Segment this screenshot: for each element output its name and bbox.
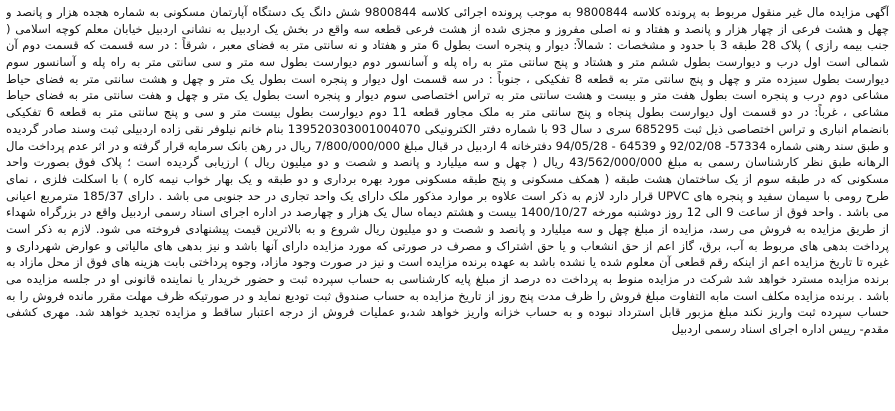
- notice-line-10: الرهانه طبق نظر کارشناسان رسمی به مبلغ 43/562/000/000 ریال ( چهل و سه میلیارد و پانصد و شصت و دو میلیون ریال ) ارزیابی گردیده است ؛ پلاک فوق بصورت واحد: [6, 155, 889, 170]
- notice-line-12: طرح رومی با سیمان سفید و پنجره های UPVC قرار دارد لازم به ذکر است علاوه بر موارد مذکور ملک دارای یک واحد تجاری در حد جنوبی می باشد . دارای 185/37 مترمربع اعیانی: [6, 188, 889, 203]
- notice-line-20: مقدم- رییس اداره اجرای اسناد رسمی اردبیل: [671, 322, 889, 337]
- notice-line-13: می باشد . واحد فوق از ساعت 9 الی 12 روز دوشنبه مورخه 1400/10/27 بیست و هشتم دیماه سال یک هزار و چهارصد در اداره اجرای اسناد رسمی اردبیل واقع در بزرگراه شهداء: [6, 205, 889, 220]
- notice-line-14: از طریق مزایده به فروش می رسد، مزایده از مبلغ چهل و سه میلیارد و پانصد و شصت و دو میلیون ریال شروع و به بالاترین قیمت پیشنهادی فروخته می شود. لازم به ذکر است: [6, 221, 889, 236]
- notice-line-4: شمالی است اول درب و دیوارست بطول ششم متر و هشتاد و پنج سانتی متر به راه پله و آسانسور دوم دیوارست بطول سه متر و سی سانتی متر به راه پله و آسانسور سوم: [6, 55, 889, 70]
- notice-line-17: برنده مزایده مسترد خواهد شد شرکت در مزایده منوط به پرداخت ده درصد از مبلغ پایه کارشناسی به حساب سپرده ثبت و حضور خریدار یا نماینده قانونی او در جلسه مزایده می: [6, 272, 889, 286]
- notice-line-8: بانضمام انباری و تراس اختصاصی ذیل ثبت 685295 سری د سال 93 با شماره دفتر الکترونیکی 139520303001004070 بنام خانم نیلوفر نقی زاده اردبیلی ثبت وسند صادر گردیده: [6, 121, 889, 136]
- notice-line-16: غیره تا تاریخ مزایده اعم از اینکه رقم قطعی آن معلوم شده یا نشده باشد به عهده برنده مزایده است و نیز در صورت وجود مازاد، وجوه پرداختی بابت هزینه های فوق از محل مازاد به: [6, 255, 889, 270]
- notice-line-11: مسکونی که در طبقه سوم از یک ساختمان هشت طبقه ( همکف مسکونی و پنج طبقه مسکونی مورد بهره برداری و دو طبقه و یک بهار خواب نیمه کاره ) با اسکلت فلزی ، نمای: [6, 171, 889, 186]
- notice-line-9: و طبق سند رهنی شماره 57334- 92/02/08 و 64539 - 94/05/28 دفترخانه 4 اردبیل در قبال مبلغ 7/800/000/000 ریال در رهن بانک سرمایه قرار گرفته و در اثر عدم پرداخت مال: [6, 138, 889, 153]
- notice-line-3: جنب بیمه رازی ) پلاک 28 طبقه 3 با حدود و مشخصات : شمالاً: دیوار و پنجره است بطول 6 متر و هفتاد و نه سانتی متر به فضای معبر ، شرقاً : در سه قسمت که قسمت دوم آن: [6, 38, 889, 53]
- notice-line-19: حساب سپرده ثبت واریز نکند مبلغ مزبور قابل استرداد نبوده و به حساب خزانه واریز خواهد شد،و عملیات فروش از درجه اعتبار ساقط و مزایده تجدید خواهد شد. مهری کشفی: [6, 305, 889, 320]
- notice-line-7: مشاعی ، غرباً: در دو قسمت اول دیوارست بطول پنجاه و پنج سانتی متر به ملک مجاور قطعه 11 دوم دیوارست بطول بیست متر و سی و پنج سانتی متر به قطعه 6 تفکیکی: [6, 105, 889, 120]
- notice-line-6: مشاعی دوم درب و پنجره است بطول هفت متر و بیست و هشت سانتی متر به تراس اختصاصی سوم دیوار و پنجره است بطول یک متر و چهل و هفت سانتی متر به فضای حیاط: [6, 88, 889, 103]
- notice-line-5: دیوارست بطول سیزده متر و چهل و پنج سانتی متر به قطعه 8 تفکیکی ، جنوباً : در سه قسمت اول دیوار و پنجره است بطول یک متر و چهل و هشت سانتی متر به فضای حیاط: [6, 71, 889, 86]
- notice-line-2: چهل و هشت فرعی از چهار هزار و پانصد و هفتاد و نه اصلی مفروز و مجزی شده از هشت فرعی قطعه سه واقع در بخش یک اردبیل به نشانی اردبیل خیابان معلم کوچه اسلامی (: [6, 21, 889, 36]
- notice-line-1: آگهی مزایده مال غیر منقول مربوط به پرونده کلاسه 9800844 به موجب پرونده اجرائی کلاسه 9800844 شش دانگ یک دستگاه آپارتمان مسکونی به شماره هجده هزار و پانصد و: [6, 5, 889, 19]
- notice-line-15: پرداخت بدهی های مربوط به آب، برق، گاز اعم از حق انشعاب و یا حق اشتراک و مصرف در صورتی که مورد مزایده دارای آنها باشد و نیز بدهی های مالیاتی و عوارض شهرداری و: [6, 238, 889, 253]
- notice-line-18: باشد . برنده مزایده مکلف است مابه التفاوت مبلغ فروش را ظرف مدت پنج روز از تاریخ مزایده به حساب صندوق ثبت تودیع نماید و در صورتیکه ظرف مهلت مقرر مانده فروش را به: [6, 288, 889, 303]
